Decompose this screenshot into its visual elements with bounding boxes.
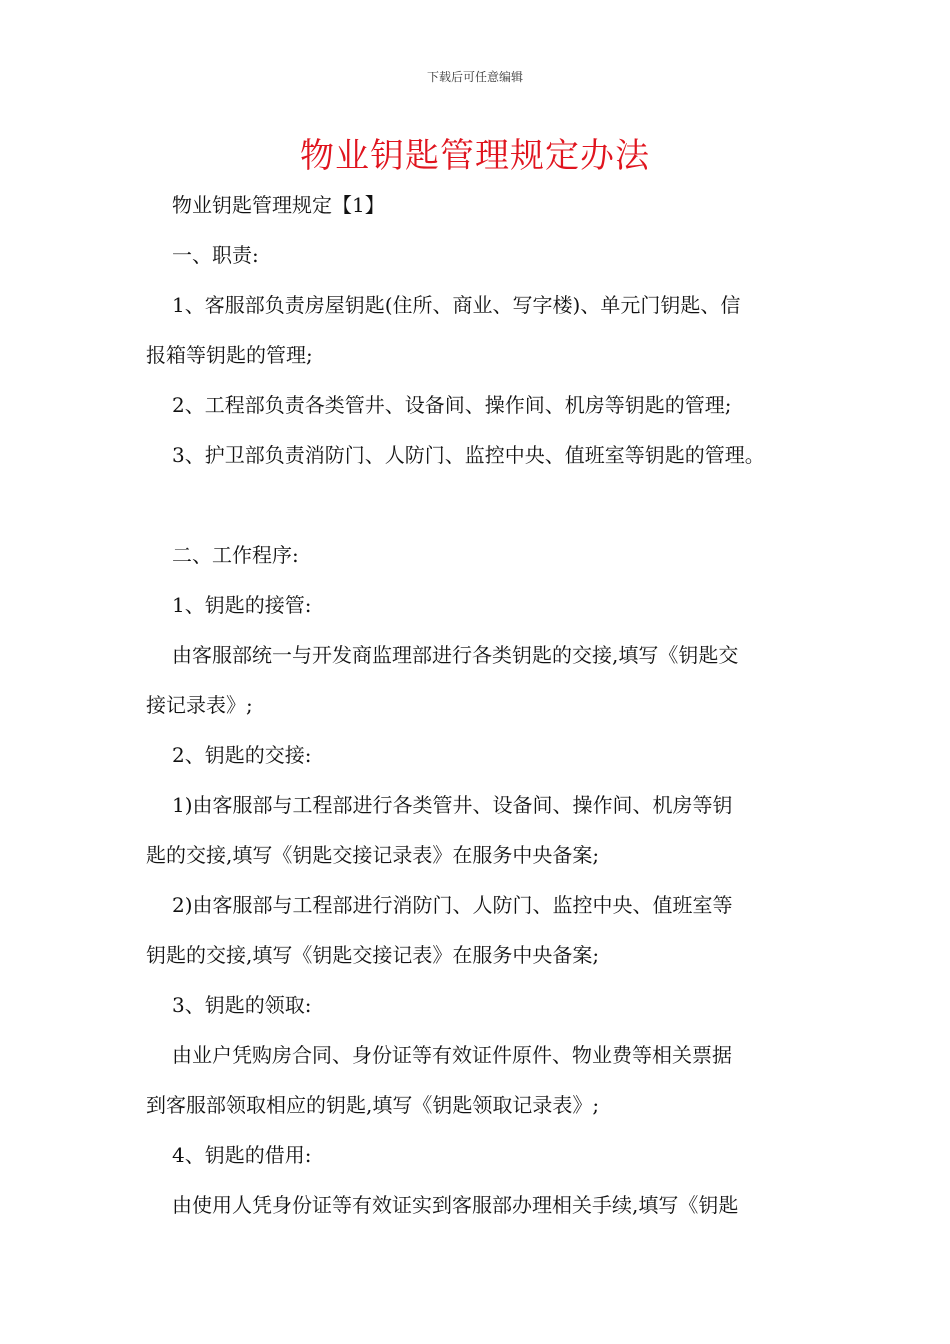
section-subtitle: 物业钥匙管理规定【1】 (172, 193, 385, 217)
blank-line (146, 480, 814, 530)
paragraph-line: 匙的交接,填写《钥匙交接记录表》在服务中央备案; (146, 843, 600, 867)
paragraph-line: 钥匙的交接,填写《钥匙交接记表》在服务中央备案; (146, 943, 600, 967)
header-note: 下载后可任意编辑 (426, 70, 523, 84)
subheading-key-handover: 2、钥匙的交接: (172, 743, 312, 767)
subheading-key-takeover: 1、钥匙的接管: (172, 593, 312, 617)
paragraph-line: 3、护卫部负责消防门、人防门、监控中央、值班室等钥匙的管理。 (172, 443, 765, 467)
paragraph-line: 由业户凭购房合同、身份证等有效证件原件、物业费等相关票据 (172, 1043, 732, 1067)
paragraph-line: 2)由客服部与工程部进行消防门、人防门、监控中央、值班室等 (172, 893, 733, 917)
paragraph-line: 接记录表》; (146, 693, 253, 717)
paragraph-line: 到客服部领取相应的钥匙,填写《钥匙领取记录表》; (146, 1093, 600, 1117)
paragraph-line: 由使用人凭身份证等有效证实到客服部办理相关手续,填写《钥匙 (172, 1193, 739, 1217)
paragraph-line: 报箱等钥匙的管理; (146, 343, 313, 367)
paragraph-line: 1)由客服部与工程部进行各类管井、设备间、操作间、机房等钥 (172, 793, 733, 817)
document-body (146, 180, 814, 1230)
paragraph-line: 2、工程部负责各类管井、设备间、操作间、机房等钥匙的管理; (172, 393, 732, 417)
paragraph-line: 由客服部统一与开发商监理部进行各类钥匙的交接,填写《钥匙交 (172, 643, 739, 667)
paragraph-line: 1、客服部负责房屋钥匙(住所、商业、写字楼)、单元门钥匙、信 (172, 293, 741, 317)
subheading-key-borrowing: 4、钥匙的借用: (172, 1143, 312, 1167)
document-title: 物业钥匙管理规定办法 (300, 136, 650, 176)
section-heading-procedure: 二、工作程序: (172, 543, 299, 567)
subheading-key-collection: 3、钥匙的领取: (172, 993, 312, 1017)
section-heading-duties: 一、职责: (172, 243, 259, 267)
